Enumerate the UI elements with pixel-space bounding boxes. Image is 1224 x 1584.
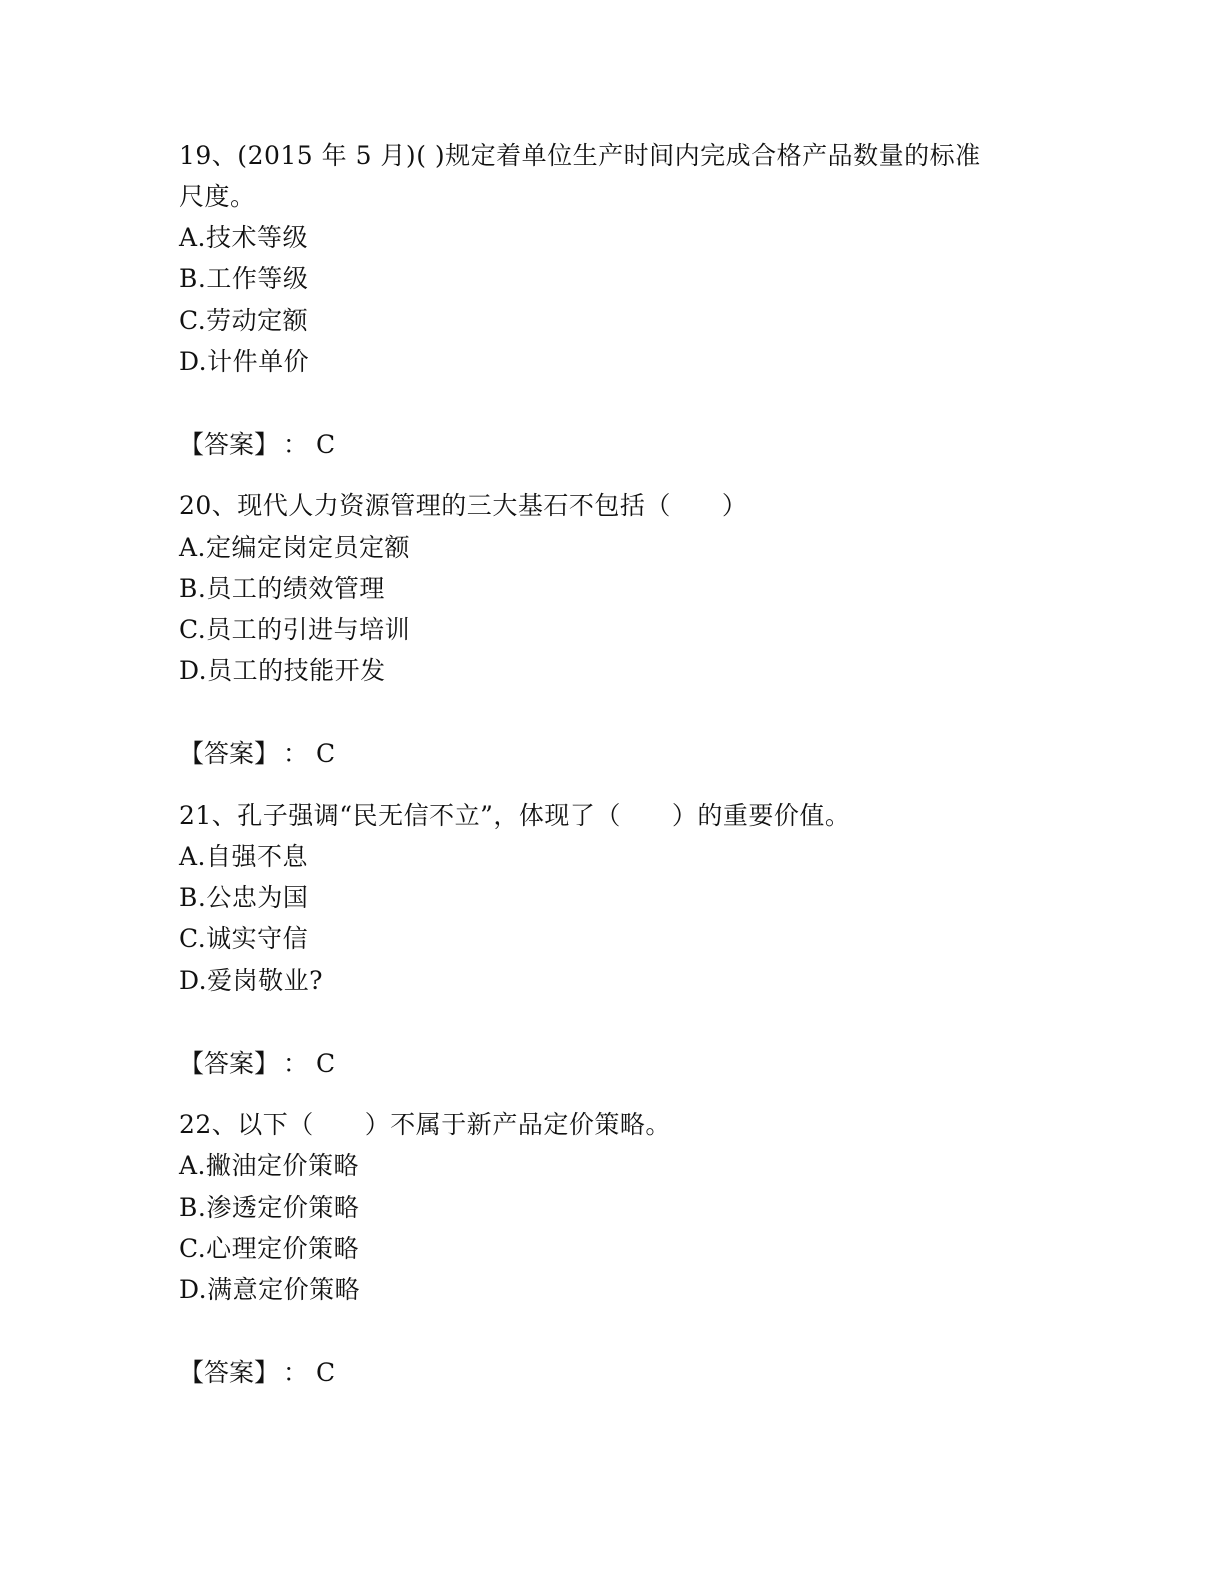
question-22-option-c: C.心理定价策略 — [179, 1234, 360, 1263]
question-21-option-c: C.诚实守信 — [179, 924, 309, 953]
question-20-stem-line-1: 20、现代人力资源管理的三大基石不包括（ ） — [179, 491, 748, 520]
question-20-option-b: B.员工的绩效管理 — [179, 574, 385, 603]
answer-value: C — [316, 1049, 336, 1078]
question-19-stem-line-2: 尺度。 — [179, 182, 256, 211]
answer-colon: ： — [283, 739, 309, 768]
question-21-option-a: A.自强不息 — [179, 842, 309, 871]
question-21-option-b: B.公忠为国 — [179, 883, 309, 912]
question-20-answer — [179, 733, 335, 774]
answer-value: C — [316, 739, 336, 768]
answer-value: C — [316, 430, 336, 459]
question-20-option-d: D.员工的技能开发 — [179, 656, 386, 685]
question-21-stem-line-1: 21、孔子强调“民无信不立”，体现了（ ）的重要价值。 — [179, 801, 851, 830]
question-22-answer — [179, 1352, 335, 1393]
answer-label: 【答案】 — [179, 1358, 280, 1387]
question-22-option-d: D.满意定价策略 — [179, 1275, 361, 1304]
question-19-option-b: B.工作等级 — [179, 264, 309, 293]
question-21-answer — [179, 1043, 335, 1084]
question-19-option-a: A.技术等级 — [179, 223, 309, 252]
question-20-option-a: A.定编定岗定员定额 — [179, 533, 411, 562]
answer-colon: ： — [283, 430, 309, 459]
answer-value: C — [316, 1358, 336, 1387]
answer-colon: ： — [283, 1358, 309, 1387]
question-19-option-c: C.劳动定额 — [179, 306, 309, 335]
answer-label: 【答案】 — [179, 739, 280, 768]
question-20-option-c: C.员工的引进与培训 — [179, 615, 411, 644]
question-19-stem-line-1: 19、(2015 年 5 月)( )规定着单位生产时间内完成合格产品数量的标准 — [179, 141, 981, 170]
question-21-option-d: D.爱岗敬业? — [179, 966, 324, 995]
answer-label: 【答案】 — [179, 430, 280, 459]
question-22-option-a: A.撇油定价策略 — [179, 1151, 360, 1180]
question-22-option-b: B.渗透定价策略 — [179, 1193, 360, 1222]
answer-label: 【答案】 — [179, 1049, 280, 1078]
question-19-answer — [179, 424, 335, 465]
answer-colon: ： — [283, 1049, 309, 1078]
question-22-stem-line-1: 22、以下（ ）不属于新产品定价策略。 — [179, 1110, 671, 1139]
question-19-option-d: D.计件单价 — [179, 347, 310, 376]
